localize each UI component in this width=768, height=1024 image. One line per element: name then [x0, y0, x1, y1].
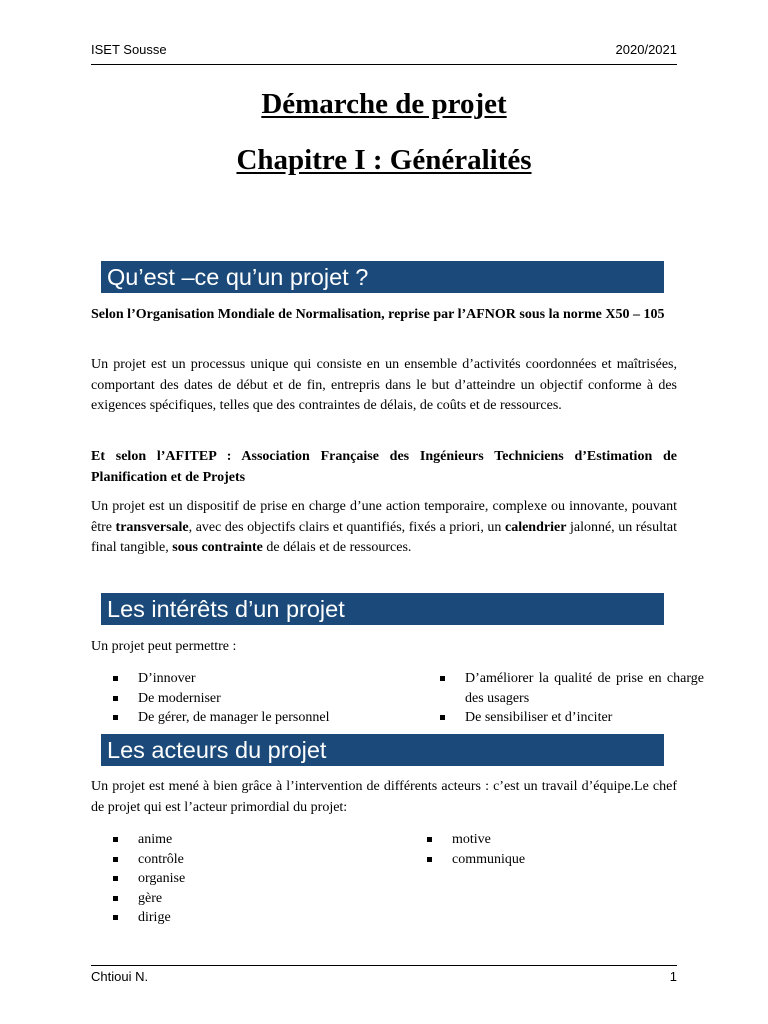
page-footer: [91, 965, 677, 984]
iso-intro: Selon l’Organisation Mondiale de Normalisation, reprise par l’AFNOR sous la norme X50 – 105: [91, 307, 665, 322]
keyword-calendrier: calendrier: [504, 519, 567, 535]
section-heading-acteurs: Les acteurs du projet: [101, 734, 664, 766]
list-item: gère: [111, 889, 401, 909]
afitep-intro: Et selon l’AFITEP : Association Française des Ingénieurs Techniciens d’Estimation de Planification et de Projets: [91, 449, 677, 485]
page-number: 1: [669, 969, 677, 984]
interets-list-left: [111, 669, 401, 728]
afitep-definition: Un projet est un dispositif de prise en charge d’une action temporaire, complexe ou innovante, pouvant être transversale, avec des objectifs clairs et quantifiés, fixés a priori, un calendrier jalonné, un résultat final tangible, sous contrainte de délais et de ressources.: [91, 499, 678, 555]
acteurs-list-left: [111, 830, 401, 928]
header-institution: ISET Sousse: [91, 42, 167, 57]
list-item: anime: [111, 830, 401, 850]
document-title: Démarche de projet: [261, 88, 507, 120]
list-item: D’innover: [111, 669, 401, 689]
header-year: 2020/2021: [615, 42, 677, 57]
keyword-transversale: transversale: [115, 519, 189, 535]
section-heading-projet: Qu’est –ce qu’un projet ?: [101, 261, 664, 293]
list-item: communique: [425, 850, 675, 870]
section-heading-interets: Les intérêts d’un projet: [101, 593, 664, 625]
list-item: organise: [111, 869, 401, 889]
interets-intro: Un projet peut permettre :: [91, 639, 237, 654]
interets-list-right: [438, 669, 704, 728]
list-item: De sensibiliser et d’inciter: [438, 708, 704, 728]
list-item: De moderniser: [111, 689, 401, 709]
iso-definition: Un projet est un processus unique qui consiste en un ensemble d’activités coordonnées et maîtrisées, comportant des dates de début et de fin, entrepris dans le but d’atteindre un objectif conforme à des exigences spécifiques, telles que des contraintes de délais, de coûts et de ressources.: [91, 357, 677, 413]
acteurs-intro: Un projet est mené à bien grâce à l’intervention de différents acteurs : c’est un travail d’équipe.Le chef de projet qui est l’acteur primordial du projet:: [91, 779, 677, 815]
list-item: motive: [425, 830, 675, 850]
list-item: D’améliorer la qualité de prise en charge des usagers: [438, 669, 704, 708]
list-item: De gérer, de manager le personnel: [111, 708, 401, 728]
chapter-title: Chapitre I : Généralités: [236, 144, 532, 176]
page-header: [91, 42, 677, 65]
acteurs-list-right: [425, 830, 675, 869]
footer-author: Chtioui N.: [91, 969, 149, 984]
keyword-sous-contrainte: sous contrainte: [172, 540, 263, 555]
list-item: contrôle: [111, 850, 401, 870]
list-item: dirige: [111, 908, 401, 928]
